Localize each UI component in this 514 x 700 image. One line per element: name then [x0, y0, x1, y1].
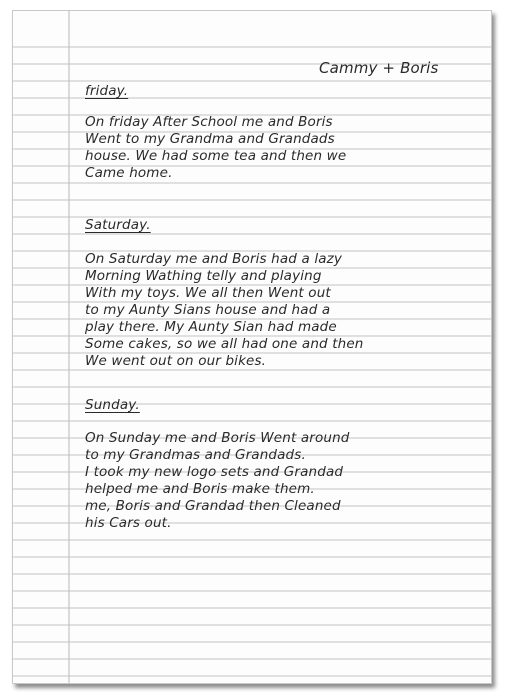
- lined-paper-page: [12, 10, 492, 684]
- sunday-line-5: me, Boris and Grandad then Cleaned: [85, 498, 341, 514]
- sunday-line-4: helped me and Boris make them.: [85, 481, 315, 497]
- heading-saturday: Saturday.: [85, 217, 151, 233]
- sunday-line-1: On Sunday me and Boris Went around: [85, 430, 350, 446]
- saturday-line-7: We went out on our bikes.: [85, 353, 267, 369]
- saturday-line-1: On Saturday me and Boris had a lazy: [85, 251, 343, 267]
- heading-sunday: Sunday.: [85, 397, 140, 413]
- saturday-line-2: Morning Wathing telly and playing: [85, 268, 322, 284]
- friday-line-3: house. We had some tea and then we: [85, 148, 347, 164]
- saturday-line-4: to my Aunty Sians house and had a: [85, 302, 331, 318]
- author-names: Cammy + Boris: [319, 59, 439, 77]
- saturday-line-3: With my toys. We all then Went out: [85, 285, 331, 301]
- friday-line-1: On friday After School me and Boris: [85, 114, 333, 130]
- sunday-line-3: I took my new logo sets and Grandad: [85, 464, 344, 480]
- friday-line-2: Went to my Grandma and Grandads: [85, 131, 335, 147]
- friday-line-4: Came home.: [85, 165, 173, 181]
- saturday-line-6: Some cakes, so we all had one and then: [85, 336, 364, 352]
- sunday-line-2: to my Grandmas and Grandads.: [85, 447, 306, 463]
- saturday-line-5: play there. My Aunty Sian had made: [85, 319, 337, 335]
- sunday-line-6: his Cars out.: [85, 515, 172, 531]
- heading-friday: friday.: [85, 83, 129, 99]
